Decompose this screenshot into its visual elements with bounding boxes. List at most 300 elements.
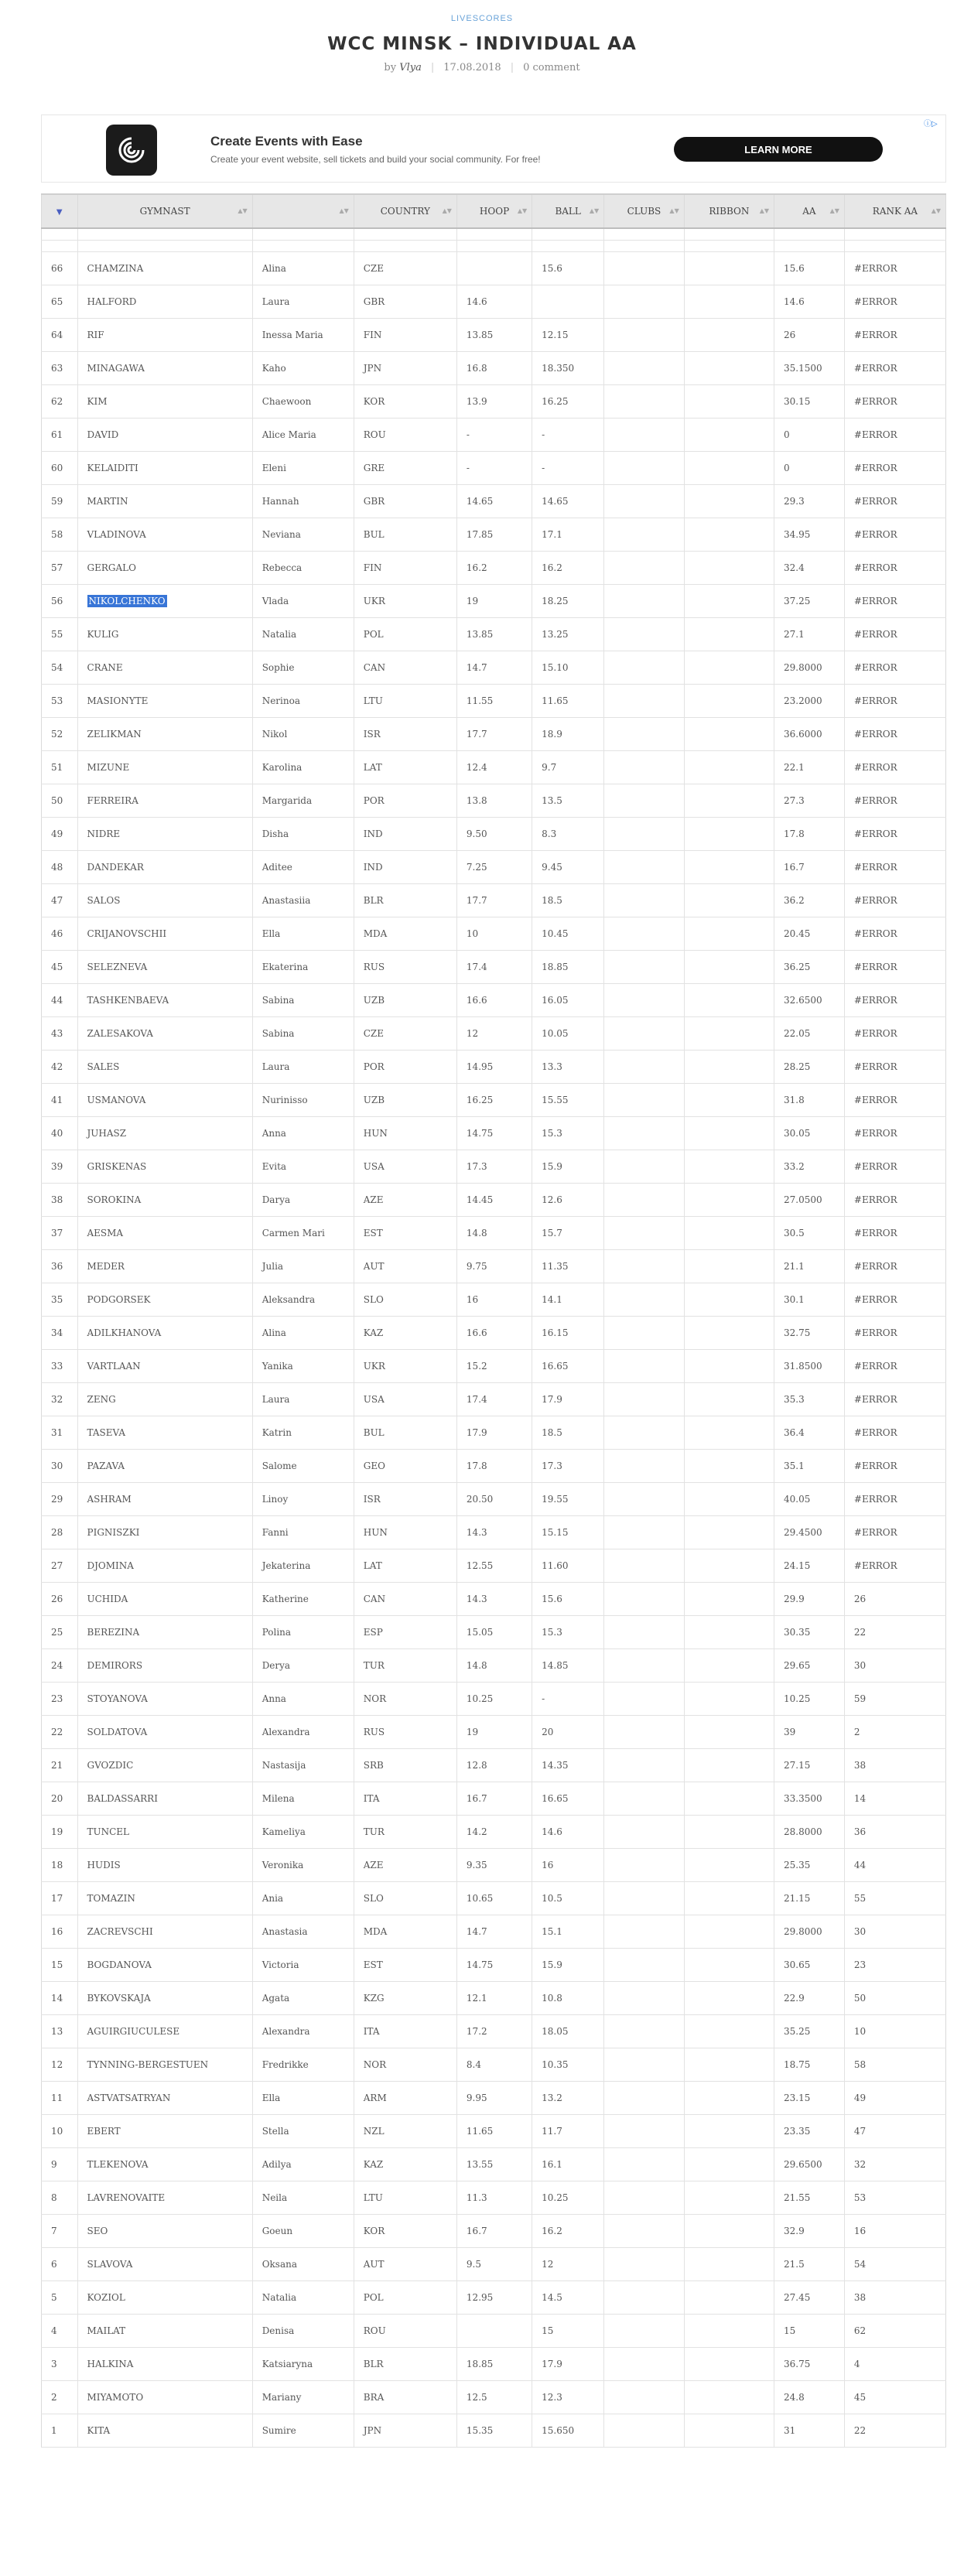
cell-country: ESP	[354, 1616, 456, 1649]
cell-rank: 48	[42, 851, 78, 884]
cell-country: BLR	[354, 884, 456, 917]
cell-first-name: Nurinisso	[252, 1084, 354, 1117]
cell-surname: DEMIRORS	[77, 1649, 252, 1683]
cell-first-name: Vlada	[252, 585, 354, 618]
cell-rank-aa: #ERROR	[844, 1317, 945, 1350]
table-row	[42, 1549, 946, 1583]
column-header-gymnast[interactable]	[77, 194, 252, 228]
cell-first-name: Sumire	[252, 2414, 354, 2448]
cell-surname: SEO	[77, 2215, 252, 2248]
cell-rank-aa: #ERROR	[844, 1184, 945, 1217]
cell-hoop: 16.7	[456, 1782, 532, 1816]
cell-country: USA	[354, 1383, 456, 1416]
cell-rank-aa: #ERROR	[844, 618, 945, 651]
cell-country: CZE	[354, 1017, 456, 1051]
learn-more-button[interactable]: LEARN MORE	[674, 137, 883, 162]
ad-choices-icon[interactable]: ⓘ▷	[924, 120, 938, 128]
cell-rank: 65	[42, 285, 78, 319]
cell-rank-aa: 4	[844, 2348, 945, 2381]
cell-country: ISR	[354, 718, 456, 751]
cell-surname: DANDEKAR	[77, 851, 252, 884]
cell-rank: 10	[42, 2115, 78, 2148]
column-header-rank-aa[interactable]	[844, 194, 945, 228]
table-row	[42, 2215, 946, 2248]
cell-rank: 24	[42, 1649, 78, 1683]
cell-surname: TASEVA	[77, 1416, 252, 1450]
cell-country: POR	[354, 784, 456, 818]
cell-surname: MAILAT	[77, 2315, 252, 2348]
cell-rank-aa: #ERROR	[844, 352, 945, 385]
table-row	[42, 552, 946, 585]
cell-aa: 10.25	[774, 1683, 845, 1716]
cell-ribbon	[684, 1649, 774, 1683]
cell-country: BLR	[354, 2348, 456, 2381]
cell-country: AZE	[354, 1849, 456, 1882]
table-row	[42, 2148, 946, 2181]
cell-rank: 23	[42, 1683, 78, 1716]
cell-country: SLO	[354, 1283, 456, 1317]
column-header-country[interactable]	[354, 194, 456, 228]
sort-icon: ▲▼	[931, 207, 941, 214]
cell-clubs	[604, 951, 685, 984]
cell-surname: ZALESAKOVA	[77, 1017, 252, 1051]
cell-clubs	[604, 1749, 685, 1782]
cell-rank-aa: 36	[844, 1816, 945, 1849]
table-row	[42, 2381, 946, 2414]
cell-rank: 62	[42, 385, 78, 419]
category-link[interactable]: LIVESCORES	[450, 14, 514, 23]
cell-country: AUT	[354, 2248, 456, 2281]
cell-clubs	[604, 1184, 685, 1217]
cell-surname: USMANOVA	[77, 1084, 252, 1117]
cell-surname: AGUIRGIUCULESE	[77, 2015, 252, 2048]
cell-ball: 16.2	[532, 552, 604, 585]
cell-rank: 44	[42, 984, 78, 1017]
cell-country: EST	[354, 1217, 456, 1250]
column-label: COUNTRY	[380, 206, 430, 217]
cell-aa: 36.2	[774, 884, 845, 917]
cell-ribbon	[684, 1616, 774, 1649]
cell-aa: 29.65	[774, 1649, 845, 1683]
cell-clubs	[604, 651, 685, 685]
cell-ball: 15.9	[532, 1150, 604, 1184]
cell-clubs	[604, 2048, 685, 2082]
cell-aa: 30.35	[774, 1616, 845, 1649]
cell-surname: DJOMINA	[77, 1549, 252, 1583]
cell-clubs	[604, 718, 685, 751]
cell-clubs	[604, 1150, 685, 1184]
cell-surname: TYNNING-BERGESTUEN	[77, 2048, 252, 2082]
cell-ribbon	[684, 1383, 774, 1416]
cell-first-name: Derya	[252, 1649, 354, 1683]
cell-ribbon	[684, 884, 774, 917]
column-header-aa[interactable]	[774, 194, 845, 228]
cell-aa: 32.4	[774, 552, 845, 585]
cell-rank: 34	[42, 1317, 78, 1350]
table-row	[42, 2048, 946, 2082]
cell-hoop: 16	[456, 1283, 532, 1317]
meta-divider: |	[430, 62, 435, 73]
cell-rank: 25	[42, 1616, 78, 1649]
cell-surname: ASTVATSATRYAN	[77, 2082, 252, 2115]
table-row	[42, 319, 946, 352]
cell-first-name: Alexandra	[252, 1716, 354, 1749]
cell-first-name: Sophie	[252, 651, 354, 685]
cell-country: GBR	[354, 485, 456, 518]
cell-ball: 18.350	[532, 352, 604, 385]
table-row	[42, 2082, 946, 2115]
cell-ribbon	[684, 2082, 774, 2115]
cell-rank-aa: 2	[844, 1716, 945, 1749]
table-row	[42, 385, 946, 419]
cell-aa: 29.9	[774, 1583, 845, 1616]
cell-rank: 41	[42, 1084, 78, 1117]
cell-rank-aa: #ERROR	[844, 651, 945, 685]
selected-text: NIKOLCHENKO	[88, 596, 166, 606]
cell-surname: STOYANOVA	[77, 1683, 252, 1716]
cell-rank-aa: #ERROR	[844, 751, 945, 784]
cell-country: HUN	[354, 1516, 456, 1549]
cell-aa: 23.35	[774, 2115, 845, 2148]
cell-ribbon	[684, 2414, 774, 2448]
column-label: CLUBS	[627, 206, 661, 217]
cell-first-name: Katsiaryna	[252, 2348, 354, 2381]
column-header-ball[interactable]	[532, 194, 604, 228]
cell-hoop: 17.2	[456, 2015, 532, 2048]
cell-hoop: 12.5	[456, 2381, 532, 2414]
cell-aa: 36.6000	[774, 718, 845, 751]
cell-ribbon	[684, 1283, 774, 1317]
cell-ball: 10.35	[532, 2048, 604, 2082]
cell-clubs	[604, 2015, 685, 2048]
cell-country: IND	[354, 851, 456, 884]
comment-count-link[interactable]: 0 comment	[523, 62, 580, 73]
cell-aa: 30.65	[774, 1949, 845, 1982]
cell-rank-aa: #ERROR	[844, 1483, 945, 1516]
cell-country: GRE	[354, 452, 456, 485]
cell-aa: 27.3	[774, 784, 845, 818]
cell-ribbon	[684, 2315, 774, 2348]
cell-clubs	[604, 618, 685, 651]
cell-rank: 38	[42, 1184, 78, 1217]
cell-country: CAN	[354, 651, 456, 685]
column-label: AA	[802, 206, 816, 217]
column-header-hoop[interactable]	[456, 194, 532, 228]
cell-ball: 12.3	[532, 2381, 604, 2414]
table-row	[42, 1982, 946, 2015]
cell-ball: 14.85	[532, 1649, 604, 1683]
cell-rank-aa: 53	[844, 2181, 945, 2215]
cell-ribbon	[684, 2248, 774, 2281]
cell-country: LTU	[354, 685, 456, 718]
cell-rank-aa: #ERROR	[844, 951, 945, 984]
cell-rank: 16	[42, 1915, 78, 1949]
cell-ball: -	[532, 419, 604, 452]
cell-first-name: Anna	[252, 1683, 354, 1716]
cell-hoop: 14.7	[456, 1915, 532, 1949]
cell-aa: 28.25	[774, 1051, 845, 1084]
ad-logo	[106, 125, 157, 176]
cell-ball: 18.5	[532, 884, 604, 917]
cell-surname: LAVRENOVAITE	[77, 2181, 252, 2215]
cell-surname: KIM	[77, 385, 252, 419]
cell-rank-aa: 58	[844, 2048, 945, 2082]
cell-ribbon	[684, 618, 774, 651]
cell-surname: GERGALO	[77, 552, 252, 585]
cell-hoop: 12.1	[456, 1982, 532, 2015]
cell-hoop: 17.3	[456, 1150, 532, 1184]
table-row	[42, 1283, 946, 1317]
cell-hoop: 12	[456, 1017, 532, 1051]
cell-first-name: Yanika	[252, 1350, 354, 1383]
cell-first-name: Neila	[252, 2181, 354, 2215]
cell-first-name: Disha	[252, 818, 354, 851]
cell-ribbon	[684, 285, 774, 319]
cell-aa: 31.8500	[774, 1350, 845, 1383]
cell-aa: 29.8000	[774, 1915, 845, 1949]
cell-country: UKR	[354, 1350, 456, 1383]
cell-clubs	[604, 1017, 685, 1051]
cell-surname: SOROKINA	[77, 1184, 252, 1217]
cell-ball: 13.3	[532, 1051, 604, 1084]
cell-ball: 12.15	[532, 319, 604, 352]
cell-clubs	[604, 751, 685, 784]
cell-rank-aa: #ERROR	[844, 1283, 945, 1317]
cell-hoop: 13.55	[456, 2148, 532, 2181]
cell-rank: 26	[42, 1583, 78, 1616]
cell-rank-aa: #ERROR	[844, 285, 945, 319]
cell-surname: GVOZDIC	[77, 1749, 252, 1782]
cell-country: KOR	[354, 385, 456, 419]
cell-surname: MINAGAWA	[77, 352, 252, 385]
cell-hoop: 17.4	[456, 1383, 532, 1416]
table-row	[42, 252, 946, 285]
ad-banner[interactable]	[41, 114, 946, 183]
cell-country: CZE	[354, 252, 456, 285]
cell-surname: JUHASZ	[77, 1117, 252, 1150]
table-row	[42, 1516, 946, 1549]
cell-ball: 16.05	[532, 984, 604, 1017]
cell-surname: TUNCEL	[77, 1816, 252, 1849]
cell-ribbon	[684, 2015, 774, 2048]
cell-rank: 14	[42, 1982, 78, 2015]
cell-surname: SALES	[77, 1051, 252, 1084]
cell-clubs	[604, 385, 685, 419]
cell-hoop: 14.8	[456, 1217, 532, 1250]
table-header-row	[42, 194, 946, 228]
cell-hoop: 12.8	[456, 1749, 532, 1782]
cell-clubs	[604, 1250, 685, 1283]
cell-rank-aa: 30	[844, 1649, 945, 1683]
cell-ball: 15.7	[532, 1217, 604, 1250]
cell-rank: 13	[42, 2015, 78, 2048]
table-body	[42, 228, 946, 2448]
cell-first-name: Sabina	[252, 1017, 354, 1051]
cell-ribbon	[684, 1549, 774, 1583]
cell-ball: 10.5	[532, 1882, 604, 1915]
table-row	[42, 618, 946, 651]
cell-rank: 54	[42, 651, 78, 685]
cell-rank-aa: 54	[844, 2248, 945, 2281]
cell-rank-aa: #ERROR	[844, 1117, 945, 1150]
cell-aa: 21.1	[774, 1250, 845, 1283]
cell-surname: KOZIOL	[77, 2281, 252, 2315]
cell-hoop: 17.8	[456, 1450, 532, 1483]
cell-aa: 25.35	[774, 1849, 845, 1882]
cell-surname: CRANE	[77, 651, 252, 685]
table-row	[42, 352, 946, 385]
cell-ribbon	[684, 1317, 774, 1350]
cell-rank: 3	[42, 2348, 78, 2381]
cell-rank: 47	[42, 884, 78, 917]
cell-surname: RIF	[77, 319, 252, 352]
cell-ribbon	[684, 1051, 774, 1084]
cell-clubs	[604, 2248, 685, 2281]
cell-rank: 66	[42, 252, 78, 285]
results-table	[41, 193, 946, 2448]
cell-country: EST	[354, 1949, 456, 1982]
cell-ribbon	[684, 2115, 774, 2148]
column-header-rank[interactable]	[42, 194, 78, 228]
cell-hoop: -	[456, 452, 532, 485]
cell-clubs	[604, 1716, 685, 1749]
cell-ribbon	[684, 552, 774, 585]
cell-hoop: 12.95	[456, 2281, 532, 2315]
cell-hoop: 16.7	[456, 2215, 532, 2248]
cell-aa: 24.15	[774, 1549, 845, 1583]
table-row	[42, 1483, 946, 1516]
table-row	[42, 1416, 946, 1450]
cell-country: NOR	[354, 1683, 456, 1716]
cell-first-name: Denisa	[252, 2315, 354, 2348]
cell-hoop: 19	[456, 585, 532, 618]
cell-rank-aa: #ERROR	[844, 1450, 945, 1483]
cell-rank-aa: 22	[844, 2414, 945, 2448]
cell-rank: 12	[42, 2048, 78, 2082]
cell-rank: 8	[42, 2181, 78, 2215]
cell-first-name: Polina	[252, 1616, 354, 1649]
cell-ball: 14.1	[532, 1283, 604, 1317]
cell-rank: 61	[42, 419, 78, 452]
cell-ball: 15.1	[532, 1915, 604, 1949]
cell-ball: 16.25	[532, 385, 604, 419]
cell-ribbon	[684, 951, 774, 984]
table-row	[42, 1250, 946, 1283]
cell-clubs	[604, 2414, 685, 2448]
cell-rank: 51	[42, 751, 78, 784]
cell-hoop: 15.05	[456, 1616, 532, 1649]
cell-country: ITA	[354, 1782, 456, 1816]
cell-ball: 14.5	[532, 2281, 604, 2315]
cell-country: BUL	[354, 1416, 456, 1450]
cell-first-name: Aleksandra	[252, 1283, 354, 1317]
cell-surname: DAVID	[77, 419, 252, 452]
cell-ball: 16.15	[532, 1317, 604, 1350]
cell-aa: 35.25	[774, 2015, 845, 2048]
cell-country: LAT	[354, 1549, 456, 1583]
cell-country: NZL	[354, 2115, 456, 2148]
cell-ball: -	[532, 452, 604, 485]
cell-rank: 7	[42, 2215, 78, 2248]
cell-rank-aa: #ERROR	[844, 784, 945, 818]
cell-rank-aa: #ERROR	[844, 518, 945, 552]
cell-country: SLO	[354, 1882, 456, 1915]
table-row	[42, 851, 946, 884]
cell-first-name: Evita	[252, 1150, 354, 1184]
cell-clubs	[604, 1416, 685, 1450]
column-header-ribbon[interactable]	[684, 194, 774, 228]
cell-ribbon	[684, 419, 774, 452]
cell-first-name: Anastasiia	[252, 884, 354, 917]
column-header-first-name[interactable]	[252, 194, 354, 228]
table-row	[42, 1649, 946, 1683]
cell-rank-aa: 55	[844, 1882, 945, 1915]
cell-ribbon	[684, 1816, 774, 1849]
cell-surname: UCHIDA	[77, 1583, 252, 1616]
cell-rank-aa: 26	[844, 1583, 945, 1616]
cell-ribbon	[684, 319, 774, 352]
cell-ball: 13.5	[532, 784, 604, 818]
cell-country: ITA	[354, 2015, 456, 2048]
author-link[interactable]: Vlya	[399, 62, 422, 73]
cell-surname: EBERT	[77, 2115, 252, 2148]
table-row	[42, 884, 946, 917]
cell-clubs	[604, 2281, 685, 2315]
cell-ball: 16.65	[532, 1782, 604, 1816]
cell-rank: 56	[42, 585, 78, 618]
cell-ball: 15.3	[532, 1616, 604, 1649]
cell-ball: 15	[532, 2315, 604, 2348]
cell-aa: 31	[774, 2414, 845, 2448]
cell-first-name: Hannah	[252, 485, 354, 518]
cell-ribbon	[684, 252, 774, 285]
cell-clubs	[604, 1949, 685, 1982]
table-row	[42, 685, 946, 718]
cell-surname: PAZAVA	[77, 1450, 252, 1483]
cell-rank-aa: 23	[844, 1949, 945, 1982]
cell-ball: 18.5	[532, 1416, 604, 1450]
cell-hoop: 9.35	[456, 1849, 532, 1882]
cell-surname: ZELIKMAN	[77, 718, 252, 751]
cell-hoop: 17.9	[456, 1416, 532, 1450]
cell-ball: 17.3	[532, 1450, 604, 1483]
cell-ribbon	[684, 1217, 774, 1250]
table-row	[42, 917, 946, 951]
cell-ribbon	[684, 1949, 774, 1982]
cell-ribbon	[684, 917, 774, 951]
cell-rank-aa: 38	[844, 2281, 945, 2315]
cell-hoop: 17.7	[456, 884, 532, 917]
cell-first-name: Inessa Maria	[252, 319, 354, 352]
cell-clubs	[604, 1882, 685, 1915]
cell-clubs	[604, 419, 685, 452]
cell-ball: 15.3	[532, 1117, 604, 1150]
cell-ribbon	[684, 1350, 774, 1383]
cell-country: KZG	[354, 1982, 456, 2015]
cell-aa: 30.1	[774, 1283, 845, 1317]
cell-first-name: Katherine	[252, 1583, 354, 1616]
cell-hoop: 14.2	[456, 1816, 532, 1849]
cell-ball: 9.7	[532, 751, 604, 784]
cell-hoop: 13.8	[456, 784, 532, 818]
cell-country: ROU	[354, 2315, 456, 2348]
cell-first-name: Alina	[252, 252, 354, 285]
table-row	[42, 585, 946, 618]
cell-aa: 21.55	[774, 2181, 845, 2215]
column-header-clubs[interactable]	[604, 194, 685, 228]
cell-first-name: Linoy	[252, 1483, 354, 1516]
cell-clubs	[604, 1915, 685, 1949]
